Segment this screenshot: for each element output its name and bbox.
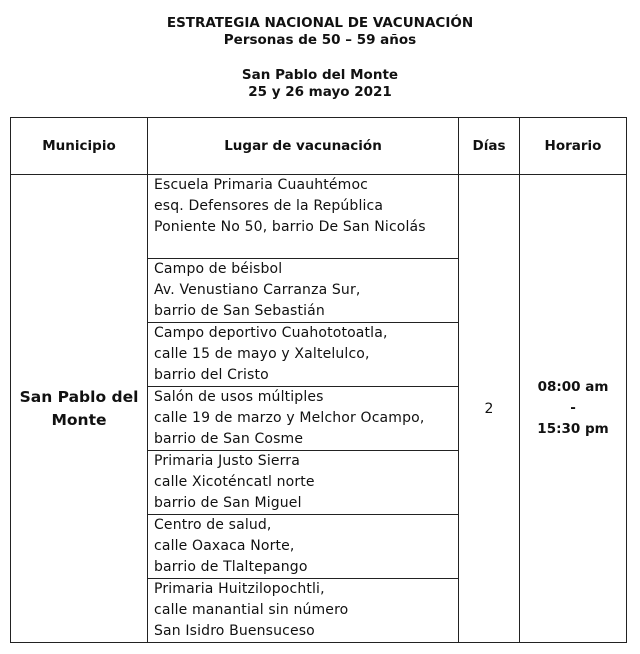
place-address: Av. Venustiano Carranza Sur, bbox=[154, 282, 361, 298]
place-name: Campo deportivo Cuahototoatla, bbox=[154, 325, 388, 341]
horario-start: 08:00 am bbox=[537, 379, 609, 395]
table-header-row bbox=[11, 118, 627, 175]
place-name: Primaria Justo Sierra bbox=[154, 453, 300, 469]
place-name: Primaria Huitzilopochtli, bbox=[154, 581, 325, 597]
column-header-horario: Horario bbox=[520, 118, 627, 175]
municipio-line: Monte bbox=[51, 410, 107, 429]
column-header-dias: Días bbox=[459, 118, 520, 175]
vaccination-schedule-table bbox=[10, 117, 627, 643]
place-address: barrio de San Miguel bbox=[154, 495, 302, 511]
table-row bbox=[11, 175, 627, 259]
place-cell bbox=[148, 387, 459, 451]
place-name: Centro de salud, bbox=[154, 517, 272, 533]
place-cell bbox=[148, 579, 459, 643]
column-header-lugar: Lugar de vacunación bbox=[148, 118, 459, 175]
column-header-municipio: Municipio bbox=[11, 118, 148, 175]
place-name: Salón de usos múltiples bbox=[154, 389, 324, 405]
document-title: ESTRATEGIA NACIONAL DE VACUNACIÓN bbox=[166, 15, 474, 31]
place-address: barrio de San Cosme bbox=[154, 431, 304, 447]
place-address: barrio de Tlaltepango bbox=[154, 559, 308, 575]
dias-cell: 2 bbox=[459, 175, 520, 643]
place-cell bbox=[148, 175, 459, 259]
event-header bbox=[0, 67, 640, 101]
place-cell bbox=[148, 323, 459, 387]
municipio-line: San Pablo del bbox=[19, 387, 139, 406]
horario-cell bbox=[520, 175, 627, 643]
event-dates: 25 y 26 mayo 2021 bbox=[248, 84, 392, 100]
place-name: Escuela Primaria Cuauhtémoc bbox=[154, 177, 369, 193]
place-cell bbox=[148, 451, 459, 515]
place-address: calle manantial sin número bbox=[154, 602, 349, 618]
location-title: San Pablo del Monte bbox=[241, 67, 399, 83]
place-name: Campo de béisbol bbox=[154, 261, 283, 277]
place-address: calle 19 de marzo y Melchor Ocampo, bbox=[154, 410, 425, 426]
place-cell bbox=[148, 259, 459, 323]
place-cell bbox=[148, 515, 459, 579]
place-address: San Isidro Buensuceso bbox=[154, 623, 315, 639]
document-header bbox=[0, 15, 640, 49]
document-subtitle: Personas de 50 – 59 años bbox=[223, 32, 417, 48]
horario-end: 15:30 pm bbox=[537, 421, 609, 437]
place-address: calle Oaxaca Norte, bbox=[154, 538, 295, 554]
horario-separator: - bbox=[570, 400, 576, 416]
place-address: calle Xicoténcatl norte bbox=[154, 474, 315, 490]
place-address: esq. Defensores de la República bbox=[154, 198, 384, 214]
municipio-cell bbox=[11, 175, 148, 643]
place-address: barrio del Cristo bbox=[154, 367, 269, 383]
place-address: Poniente No 50, barrio De San Nicolás bbox=[154, 219, 426, 235]
place-address: barrio de San Sebastián bbox=[154, 303, 325, 319]
place-address: calle 15 de mayo y Xaltelulco, bbox=[154, 346, 370, 362]
